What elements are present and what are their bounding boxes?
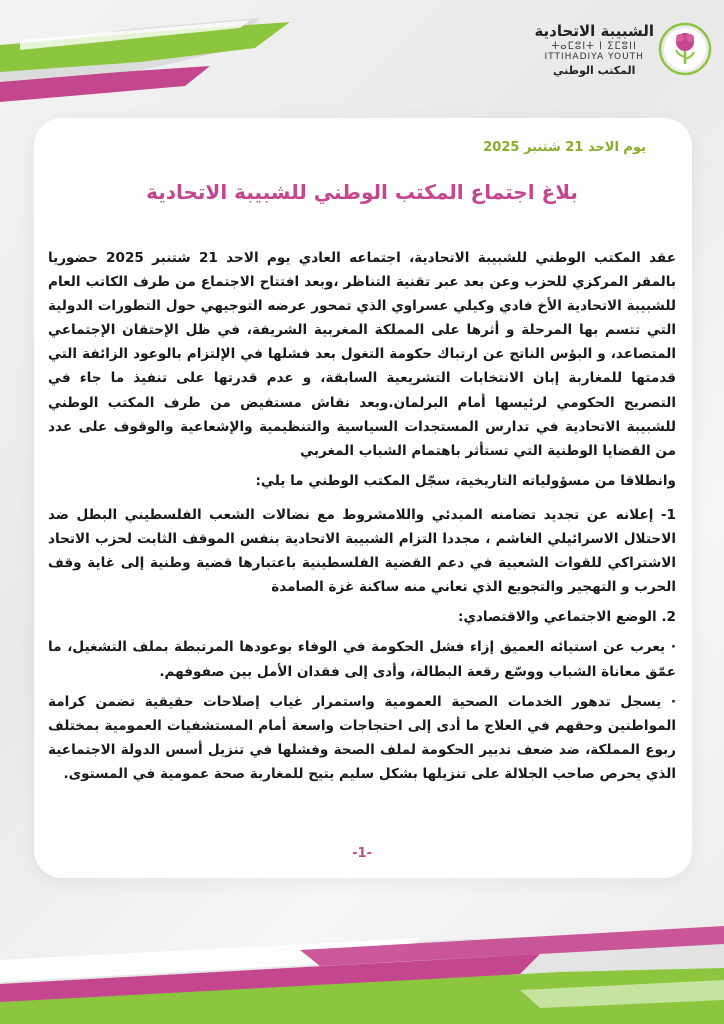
logo-name-tifinagh: ⵜⴰⵎⵓⵏⵜ ⵏ ⵉⵎⵓⵏⵏ (551, 41, 637, 52)
logo-name-arabic: الشبيبة الاتحادية (534, 22, 654, 40)
logo-name-english: ITTIHADIYA YOUTH (544, 52, 644, 62)
document-body (48, 246, 676, 792)
point-2-heading: 2. الوضع الاجتماعي والاقتصادي: (458, 609, 676, 626)
point-2-health: · يسجل تدهور الخدمات الصحية العمومية واستمرار غياب إصلاحات حقيقية تضمن كرامة المواطنين وحقهم في العلاج ما أدى إلى احتجاجات واسعة أمام المستشفيات العمومية بمختلف ربوع المملكة، ضد ضعف تدبير الحكومة لملف الصحة وفشلها في تنزيل أسس الدولة الاجتماعية الذي يحرص صاحب الجلالة على تنزيلها بشكل سليم يتيح للمغاربة صحة عمومية في المستوى. (48, 693, 676, 782)
top-left-decoration (0, 0, 380, 110)
statement-lead: وانطلاقا من مسؤولياته التاريخية، سجّل المكتب الوطني ما يلي: (255, 472, 676, 489)
point-1-palestine: 1- إعلانه عن تجديد تضامنه المبدئي واللامشروط مع نضالات الشعب الفلسطيني البطل ضد الاحتلال الاسرائيلي الغاشم ، مجددا التزام الشبيبة الاتحادية بنفس الموقف الثابت لحزب الاتحاد الاشتراكي للقوات الشعبية في دعم القضية الفلسطينية باعتبارها قضية وطنية إلى غاية وقف الحرب و التهجير والتجويع الذي تعاني منه ساكنة غزة الصامدة (48, 506, 676, 596)
document-title: بلاغ اجتماع المكتب الوطني للشبيبة الاتحادية (146, 180, 578, 204)
point-2-employment: · يعرب عن استيائه العميق إزاء فشل الحكومة في الوفاء بوعودها المرتبطة بملف التشغيل، ما عمّق معاناة الشباب ووسّع رقعة البطالة، وأدى إلى فقدان الأمل بين صفوفهم. (48, 639, 676, 680)
organization-logo (532, 22, 712, 97)
document-date: يوم الاحد 21 شتنبر 2025 (483, 140, 646, 155)
rose-emblem-icon (658, 22, 712, 76)
logo-text (534, 22, 654, 77)
bottom-decoration (0, 900, 724, 1024)
intro-paragraph: عقد المكتب الوطني للشبيبة الاتحادية، اجتماعه العادي يوم الاحد 21 شتنبر 2025 حضوريا بالمقر المركزي للحزب وعن بعد عبر تقنية التناظر ،وبعد افتتاح الاجتماع من طرف الكاتب العام للشبيبة الاتحادية الأخ فادي وكيلي عسراوي الذي تمحور عرضه التوجيهي حول التطورات الدولية التي تتسم بها المرحلة و أثرها على المملكة المغربية الشريفة، في ظل الإحتقان الإجتماعي المتصاعد، و البؤس الناتج عن ارتباك حكومة التغول بعد فشلها في الإلتزام بالوعود الزائفة التي قدمتها للمغاربة إبان الانتخابات التشريعية السابقة، و عدم قدرتها على تنفيذ ما جاء في التصريح الحكومي لرئيسها أمام البرلمان.وبعد نقاش مستفيض من طرف المكتب الوطني للشبيبة الاتحادية في تدارس المستجدات السياسية والتنظيمية والإشعاعية والوقوف على عدد من القضايا الوطنية التي تستأثر باهتمام الشباب المغربي (48, 250, 676, 459)
page-number: -1- (352, 846, 372, 861)
logo-subtitle: المكتب الوطني (553, 64, 636, 77)
